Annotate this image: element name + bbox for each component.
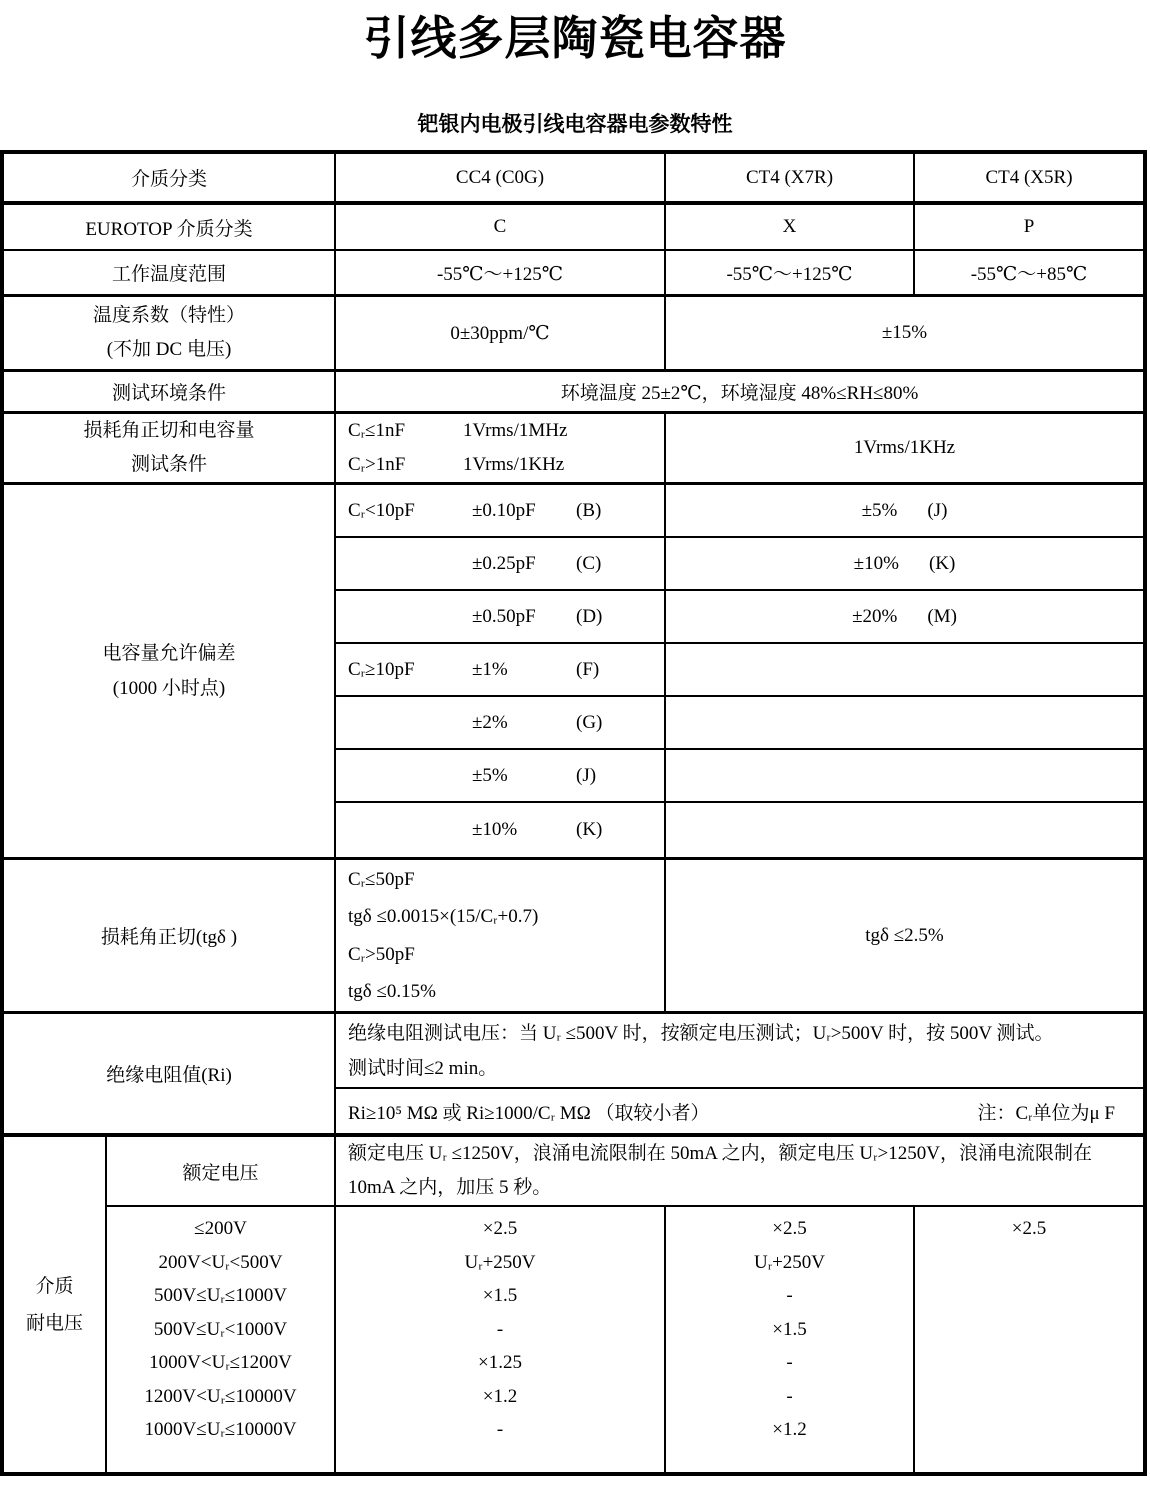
condition-value: 1Vrms/1KHz bbox=[463, 454, 565, 475]
tolerance-code: (D) bbox=[576, 605, 603, 627]
withstand-cc4-value: - bbox=[496, 1318, 504, 1340]
row-test-conditions bbox=[4, 414, 1143, 485]
insulation-resistance-label: 绝缘电阻值(Ri) bbox=[4, 1014, 336, 1133]
dielectric-withstand-label-line2: 耐电压 bbox=[25, 1312, 83, 1334]
tolerance-code: (B) bbox=[576, 499, 602, 521]
rated-voltage-label: 额定电压 bbox=[182, 1162, 259, 1184]
eurotop-x7r: X bbox=[664, 205, 913, 249]
withstand-range: 1000V<Uᵣ≤1200V bbox=[149, 1352, 292, 1373]
tangent-loss-cc4-line1: Cᵣ≤50pF bbox=[348, 868, 415, 890]
tolerance-right-value: ±5% bbox=[861, 499, 898, 521]
tolerance-right-code: (K) bbox=[928, 552, 956, 574]
col-header-x7r: CT4 (X7R) bbox=[664, 154, 913, 201]
tolerance-value: ±0.10pF bbox=[472, 499, 536, 521]
withstand-range-column bbox=[107, 1207, 334, 1472]
dielectric-withstand-label bbox=[4, 1137, 107, 1472]
withstand-cc4-value: ×1.2 bbox=[482, 1385, 518, 1407]
temp-coefficient-label-line1: 温度系数（特性） bbox=[92, 305, 245, 326]
rated-voltage-surge-text: 额定电压 Uᵣ ≤1250V，浪涌电流限制在 50mA 之内，额定电压 Uᵣ>1250V，浪涌电流限制在 10mA 之内，加压 5 秒。 bbox=[334, 1137, 1143, 1205]
tolerance-row-J bbox=[336, 750, 1143, 803]
withstand-x7r-value: - bbox=[786, 1352, 793, 1373]
tolerance-right-value: ±20% bbox=[852, 605, 898, 627]
capacitance-tolerance-label-line1: 电容量允许偏差 bbox=[102, 643, 236, 664]
withstand-x5r-value bbox=[915, 1346, 1143, 1380]
row-test-environment bbox=[4, 372, 1143, 414]
temp-coefficient-ct4: ±15% bbox=[664, 297, 1143, 369]
tolerance-row-K bbox=[336, 803, 1143, 857]
dielectric-class-label: 介质分类 bbox=[130, 169, 207, 190]
temp-coefficient-label-line2: (不加 DC 电压) bbox=[106, 339, 232, 360]
withstand-x5r-value bbox=[915, 1313, 1143, 1347]
test-conditions-label-line2: 测试条件 bbox=[130, 454, 207, 475]
withstand-x7r-value: ×2.5 bbox=[772, 1218, 807, 1239]
tangent-loss-ct4: tgδ ≤2.5% bbox=[664, 860, 1143, 1011]
row-operating-temp bbox=[4, 251, 1143, 297]
section-dielectric-withstand bbox=[4, 1137, 1143, 1472]
withstand-x7r-value: ×1.5 bbox=[772, 1318, 807, 1340]
test-conditions-cc4-row2 bbox=[348, 448, 664, 482]
tolerance-row-G bbox=[336, 697, 1143, 750]
section-insulation-resistance bbox=[4, 1014, 1143, 1137]
withstand-x7r-column bbox=[664, 1207, 913, 1472]
row-temp-coefficient bbox=[4, 297, 1143, 372]
tolerance-prefix: Cᵣ≥10pF bbox=[348, 658, 415, 680]
row-rated-voltage bbox=[107, 1137, 1143, 1207]
withstand-cc4-value: ×1.25 bbox=[478, 1352, 522, 1373]
tolerance-code: (C) bbox=[576, 552, 602, 574]
withstand-range: 1000V≤Uᵣ≤10000V bbox=[144, 1419, 297, 1440]
tolerance-right-code: (M) bbox=[927, 605, 957, 627]
withstand-x5r-value bbox=[915, 1279, 1143, 1313]
row-eurotop-class bbox=[4, 205, 1143, 251]
capacitance-tolerance-label bbox=[4, 485, 336, 857]
insulation-resistance-formula: Ri≥10⁵ MΩ 或 Ri≥1000/Cᵣ MΩ （取较小者） bbox=[348, 1102, 710, 1124]
operating-temp-cc4: -55℃～+125℃ bbox=[334, 251, 664, 294]
eurotop-label: EUROTOP 介质分类 bbox=[85, 218, 253, 240]
parameters-table bbox=[0, 150, 1147, 1476]
withstand-cc4-value: Uᵣ+250V bbox=[464, 1251, 536, 1273]
eurotop-cc4: C bbox=[334, 205, 664, 249]
tolerance-value: ±1% bbox=[472, 658, 508, 680]
operating-temp-label: 工作温度范围 bbox=[111, 264, 226, 285]
temp-coefficient-cc4: 0±30ppm/℃ bbox=[334, 297, 664, 369]
tangent-loss-cc4 bbox=[334, 860, 664, 1011]
tolerance-right-code: (J) bbox=[927, 499, 948, 521]
condition-range: Cᵣ≤1nF bbox=[348, 420, 406, 441]
withstand-range: 500V≤Uᵣ≤1000V bbox=[154, 1285, 287, 1306]
insulation-resistance-note: 注：Cᵣ单位为μ F bbox=[977, 1102, 1115, 1124]
withstand-x5r-value bbox=[915, 1246, 1143, 1280]
withstand-x7r-value: - bbox=[786, 1385, 793, 1407]
withstand-cc4-value: ×2.5 bbox=[482, 1218, 518, 1239]
test-environment-value: 环境温度 25±2℃，环境湿度 48%≤RH≤80% bbox=[334, 372, 1143, 411]
tolerance-code: (K) bbox=[576, 819, 603, 840]
withstand-x5r-value bbox=[915, 1413, 1143, 1447]
test-conditions-cc4-row1 bbox=[348, 414, 664, 448]
tolerance-row-D bbox=[336, 591, 1143, 644]
withstand-x5r-value bbox=[915, 1380, 1143, 1414]
row-tangent-loss bbox=[4, 860, 1143, 1014]
withstand-x7r-value: Uᵣ+250V bbox=[753, 1251, 826, 1273]
test-conditions-cc4 bbox=[334, 414, 664, 482]
tolerance-prefix: Cᵣ<10pF bbox=[348, 499, 415, 521]
withstand-range: 500V≤Uᵣ<1000V bbox=[153, 1318, 288, 1340]
tangent-loss-cc4-line3: Cᵣ>50pF bbox=[348, 943, 415, 965]
operating-temp-x5r: -55℃～+85℃ bbox=[913, 251, 1143, 294]
withstand-x7r-value: ×1.2 bbox=[772, 1419, 807, 1440]
col-header-cc4: CC4 (C0G) bbox=[334, 154, 664, 201]
test-environment-label: 测试环境条件 bbox=[111, 383, 226, 404]
withstand-x7r-value: - bbox=[786, 1285, 793, 1306]
withstand-cc4-value: ×1.5 bbox=[482, 1285, 518, 1306]
withstand-cc4-column bbox=[334, 1207, 664, 1472]
capacitance-tolerance-rows bbox=[336, 485, 1143, 857]
tolerance-row-C bbox=[336, 538, 1143, 591]
test-conditions-label bbox=[4, 414, 334, 482]
withstand-range: 1200V<Uᵣ≤10000V bbox=[144, 1385, 297, 1407]
dielectric-withstand-label-line1: 介质 bbox=[35, 1275, 74, 1297]
tolerance-value: ±0.50pF bbox=[472, 605, 536, 627]
tangent-loss-cc4-line4: tgδ ≤0.15% bbox=[348, 981, 436, 1002]
condition-value: 1Vrms/1MHz bbox=[463, 420, 568, 441]
operating-temp-x7r: -55℃～+125℃ bbox=[664, 251, 913, 294]
page-subtitle: 钯银内电极引线电容器电参数特性 bbox=[417, 113, 733, 136]
tolerance-code: (F) bbox=[576, 658, 600, 680]
withstand-range: 200V<Uᵣ<500V bbox=[158, 1251, 283, 1273]
tolerance-code: (G) bbox=[576, 711, 603, 733]
withstand-x5r-value: ×2.5 bbox=[1011, 1218, 1047, 1239]
condition-range: Cᵣ>1nF bbox=[348, 454, 406, 475]
insulation-test-voltage-line2: 测试时间≤2 min。 bbox=[348, 1057, 498, 1079]
capacitance-tolerance-label-line2: (1000 小时点) bbox=[112, 678, 226, 699]
insulation-test-voltage bbox=[336, 1014, 1143, 1089]
temp-coefficient-label bbox=[4, 297, 334, 369]
tolerance-row-B bbox=[336, 485, 1143, 538]
withstand-range: ≤200V bbox=[194, 1218, 247, 1239]
insulation-resistance-spec bbox=[336, 1089, 1143, 1133]
page-title: 引线多层陶瓷电容器 bbox=[363, 12, 787, 64]
eurotop-x5r: P bbox=[913, 205, 1143, 249]
tolerance-right-value: ±10% bbox=[853, 552, 899, 574]
insulation-test-voltage-line1: 绝缘电阻测试电压：当 Uᵣ ≤500V 时，按额定电压测试；Uᵣ>500V 时，按 500V 测试。 bbox=[348, 1022, 1054, 1044]
row-withstand-values bbox=[107, 1207, 1143, 1472]
row-dielectric-class bbox=[4, 154, 1143, 205]
section-capacitance-tolerance bbox=[4, 485, 1143, 860]
tangent-loss-cc4-line2: tgδ ≤0.0015×(15/Cᵣ+0.7) bbox=[348, 906, 539, 927]
tolerance-row-F bbox=[336, 644, 1143, 697]
test-conditions-ct4: 1Vrms/1KHz bbox=[664, 414, 1143, 482]
tolerance-value: ±2% bbox=[472, 711, 508, 733]
tolerance-value: ±5% bbox=[472, 764, 508, 786]
tolerance-value: ±10% bbox=[472, 819, 518, 840]
withstand-x5r-column bbox=[913, 1207, 1143, 1472]
withstand-cc4-value: - bbox=[496, 1419, 504, 1440]
test-conditions-label-line1: 损耗角正切和电容量 bbox=[83, 420, 255, 441]
tolerance-value: ±0.25pF bbox=[472, 552, 536, 574]
tolerance-code: (J) bbox=[576, 764, 597, 786]
tangent-loss-label: 损耗角正切(tgδ ) bbox=[100, 927, 238, 948]
col-header-x5r: CT4 (X5R) bbox=[913, 154, 1143, 201]
